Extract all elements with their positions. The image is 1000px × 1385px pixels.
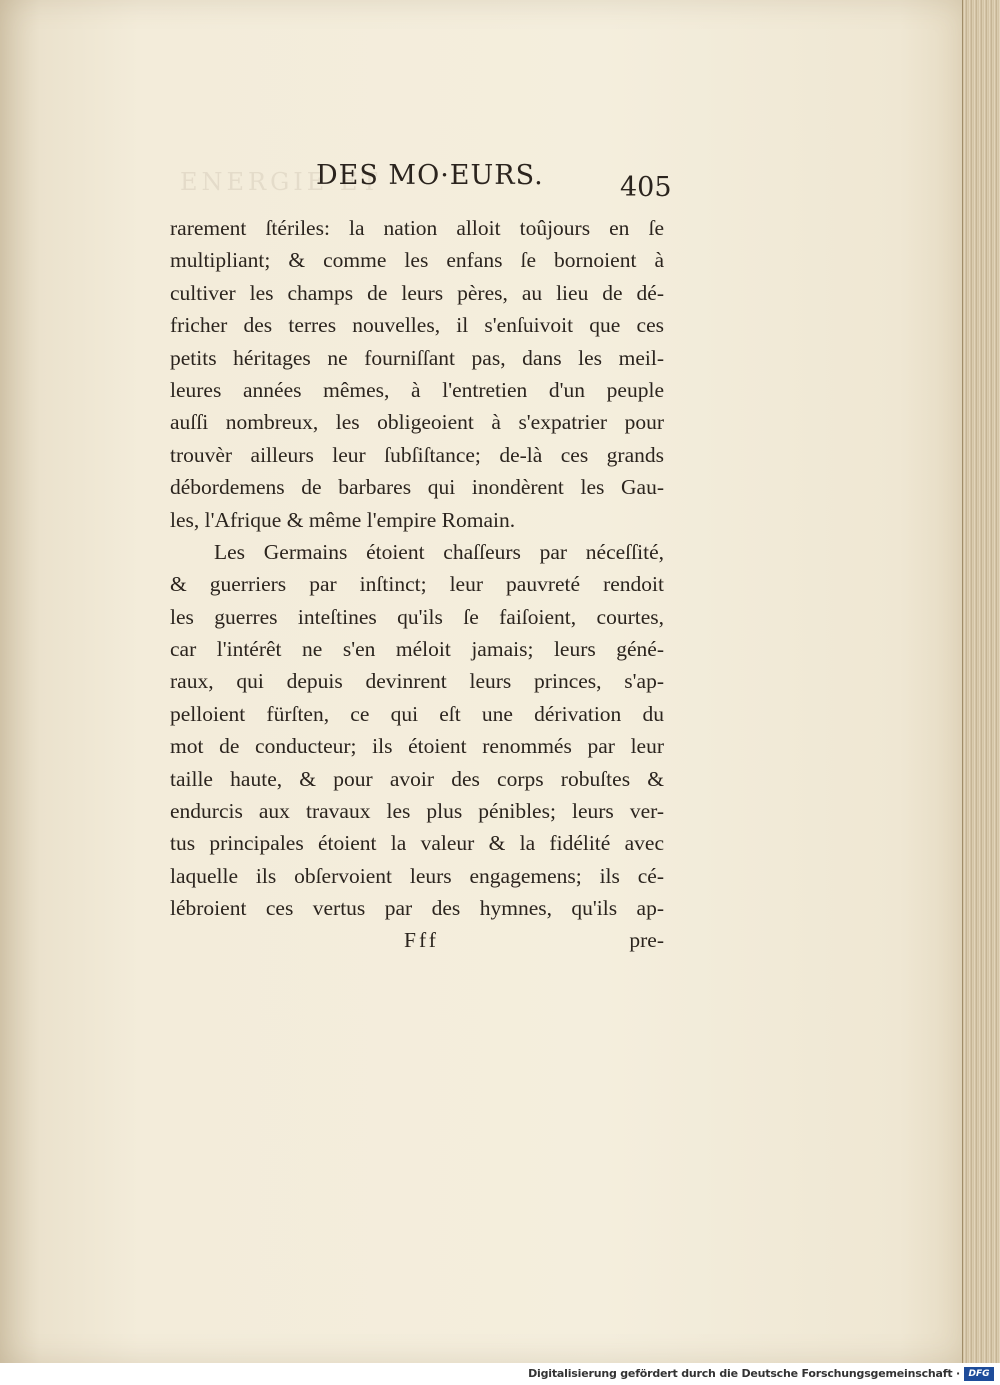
- text-line: & guerriers par inſtinct; leur pauvreté rendoit: [170, 572, 664, 597]
- text-line: petits héritages ne fourniſſant pas, dans les meil-: [170, 345, 664, 370]
- running-head: DES MO·EURS.: [316, 160, 544, 191]
- text-line: taille haute, & pour avoir des corps robuſtes &: [170, 766, 664, 791]
- page-number: 405: [620, 172, 672, 203]
- text-line: trouvèr ailleurs leur ſubſiſtance; de-là ces grands: [170, 442, 664, 467]
- funding-credit: Digitalisierung gefördert durch die Deutsche Forschungsgemeinschaft ·: [528, 1367, 960, 1380]
- text-line: laquelle ils obſervoient leurs engagemens; ils cé-: [170, 863, 664, 888]
- text-line: les, l'Afrique & même l'empire Romain.: [170, 507, 516, 532]
- text-line: multipliant; & comme les enfans ſe bornoient à: [170, 248, 664, 273]
- text-line: fricher des terres nouvelles, il s'enſuivoit que ces: [170, 313, 664, 338]
- text-line: leures années mêmes, à l'entretien d'un peuple: [170, 377, 664, 402]
- page-footer: [170, 928, 664, 960]
- text-line: débordemens de barbares qui inondèrent les Gau-: [170, 475, 664, 500]
- text-line: endurcis aux travaux les plus pénibles; leurs ver-: [170, 799, 664, 824]
- text-line: car l'intérêt ne s'en méloit jamais; leurs géné-: [170, 637, 664, 662]
- body-text: [170, 212, 664, 925]
- text-line: cultiver les champs de leurs pères, au lieu de dé-: [170, 280, 664, 305]
- text-line: auſſi nombreux, les obligeoient à s'expatrier pour: [170, 410, 664, 435]
- text-line: les guerres inteſtines qu'ils ſe faiſoient, courtes,: [170, 604, 664, 629]
- text-line: Les Germains étoient chaſſeurs par néceſſité,: [214, 539, 664, 564]
- text-line: pelloient fürſten, ce qui eſt une dérivation du: [170, 701, 664, 726]
- dfg-logo: DFG: [964, 1367, 994, 1381]
- page-edges: [962, 0, 1000, 1363]
- signature-mark: Fff: [404, 928, 439, 952]
- digitization-footer: [0, 1363, 1000, 1385]
- text-line: tus principales étoient la valeur & la fidélité avec: [170, 831, 664, 856]
- text-line: mot de conducteur; ils étoient renommés par leur: [170, 734, 664, 759]
- catchword: pre-: [629, 928, 664, 952]
- text-line: raux, qui depuis devinrent leurs princes, s'ap-: [170, 669, 664, 694]
- bleed-through-text: ENERGIE ET: [180, 168, 382, 196]
- text-line: lébroient ces vertus par des hymnes, qu'ils ap-: [170, 896, 664, 921]
- text-line: rarement ſtériles: la nation alloit toûjours en ſe: [170, 216, 664, 240]
